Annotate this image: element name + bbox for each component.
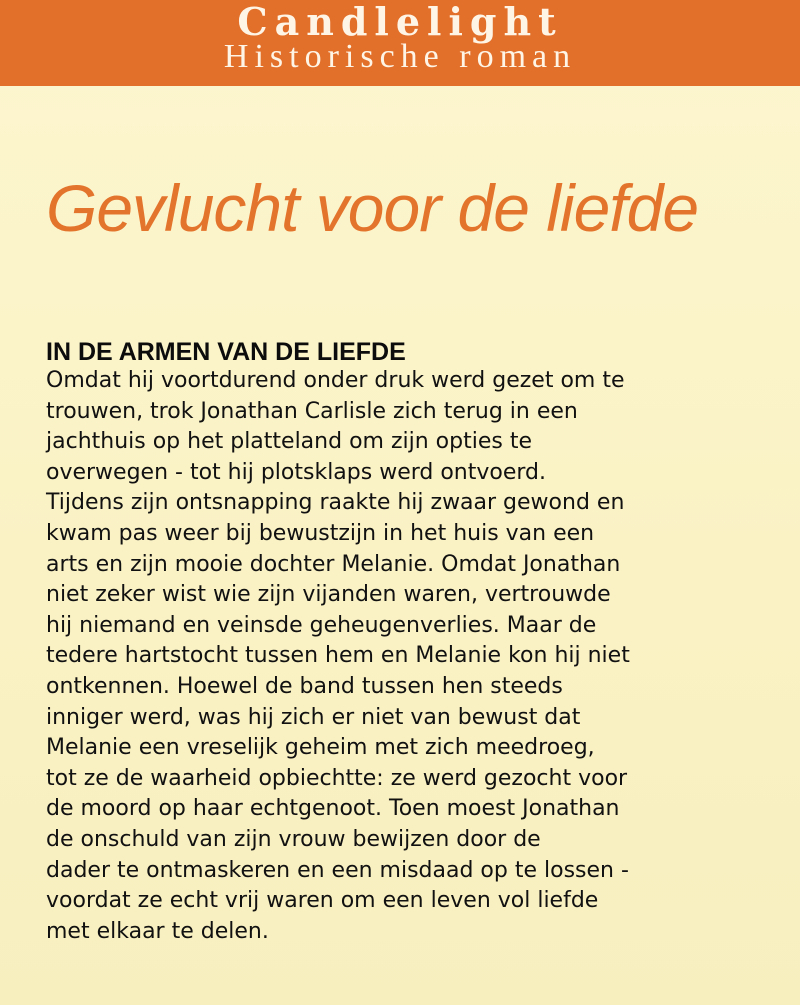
blurb-line: overwegen - tot hij plotsklaps werd ontvoerd. <box>46 459 547 485</box>
blurb-text <box>46 366 786 947</box>
blurb-line: Omdat hij voortdurend onder druk werd gezet om te <box>46 368 625 393</box>
blurb-line: tot ze de waarheid opbiechtte: ze werd gezocht voor <box>46 765 628 791</box>
blurb-line: de moord op haar echtgenoot. Toen moest Jonathan <box>46 796 620 822</box>
blurb-line: dader te ontmaskeren en een misdaad op te lossen - <box>46 857 629 883</box>
series-subtitle: Historische roman <box>223 38 577 75</box>
blurb-line: Melanie een vreselijk geheim met zich meedroeg, <box>46 735 595 761</box>
blurb-line: de onschuld van zijn vrouw bewijzen door de <box>46 826 541 852</box>
blurb-line: trouwen, trok Jonathan Carlisle zich terug in een <box>46 398 578 424</box>
blurb-heading: IN DE ARMEN VAN DE LIEFDE <box>46 338 406 366</box>
blurb-line: arts en zijn mooie dochter Melanie. Omdat Jonathan <box>46 551 621 577</box>
blurb-line: kwam pas weer bij bewustzijn in het huis van een <box>46 520 595 546</box>
blurb-line: hij niemand en veinsde geheugenverlies. Maar de <box>46 612 597 638</box>
blurb-line: ontkennen. Hoewel de band tussen hen steeds <box>46 673 563 699</box>
series-banner <box>0 0 800 86</box>
blurb-line: Tijdens zijn ontsnapping raakte hij zwaar gewond en <box>46 490 625 516</box>
blurb-line: niet zeker wist wie zijn vijanden waren, vertrouwde <box>46 582 611 608</box>
book-title: Gevlucht voor de liefde <box>46 171 699 245</box>
blurb-line: voordat ze echt vrij waren om een leven vol liefde <box>46 888 599 914</box>
blurb-line: jachthuis op het platteland om zijn opties te <box>46 429 532 455</box>
blurb-line: inniger werd, was hij zich er niet van bewust dat <box>46 704 581 730</box>
series-name: Candlelight <box>237 0 563 44</box>
blurb-line: tedere hartstocht tussen hem en Melanie kon hij niet <box>46 643 630 669</box>
blurb-line: met elkaar te delen. <box>46 918 269 944</box>
